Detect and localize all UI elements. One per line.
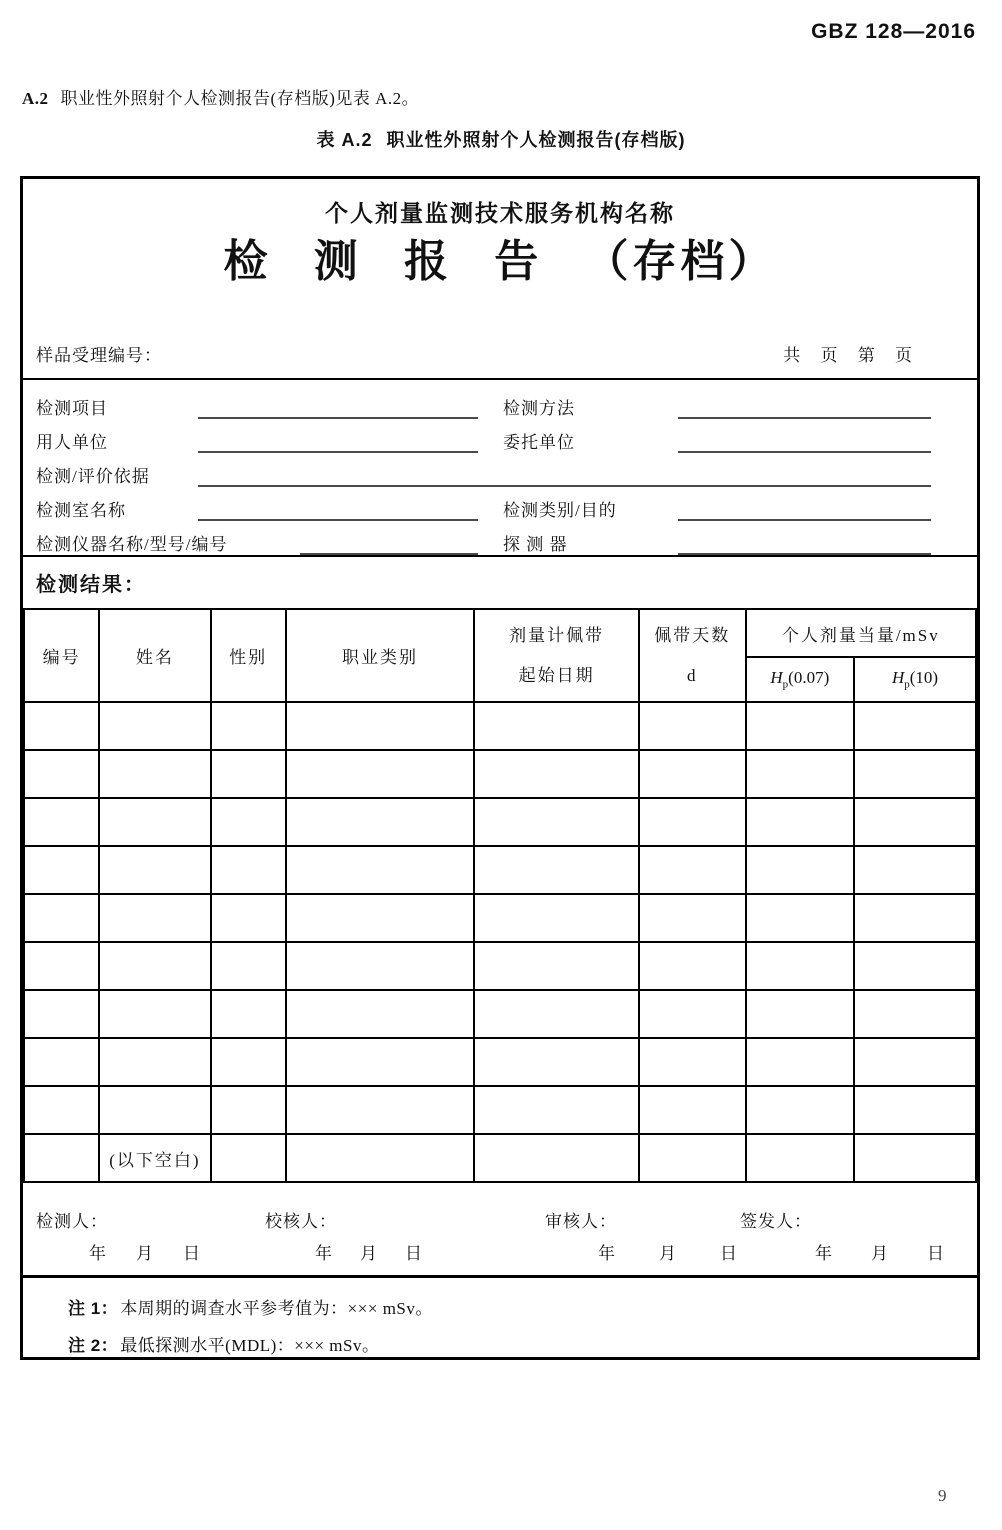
report-box bbox=[20, 176, 980, 1360]
form-label-test-method: 检测方法 bbox=[503, 399, 575, 418]
result-cell bbox=[24, 1134, 99, 1182]
note-text: 本周期的调查水平参考值为：××× mSv。 bbox=[120, 1299, 433, 1318]
col-header-hp10: $H_p(10)$ bbox=[854, 657, 976, 702]
form-fields-block bbox=[23, 380, 977, 557]
col-header-name: 姓名 bbox=[99, 609, 210, 702]
result-cell bbox=[639, 1086, 746, 1134]
day-label: 日 bbox=[720, 1244, 738, 1263]
result-cell bbox=[211, 990, 286, 1038]
result-cell bbox=[24, 1086, 99, 1134]
clause-number: A.2 bbox=[22, 89, 49, 108]
result-cell bbox=[286, 1086, 474, 1134]
result-cell bbox=[286, 1038, 474, 1086]
date-group bbox=[89, 1239, 201, 1264]
form-label-instrument: 检测仪器名称/型号/编号 bbox=[36, 535, 228, 554]
month-label: 月 bbox=[136, 1244, 154, 1263]
date-group bbox=[598, 1239, 738, 1264]
form-row bbox=[23, 521, 977, 555]
result-cell bbox=[854, 894, 976, 942]
col-header-wear-date: 剂量计佩带 起始日期 bbox=[474, 609, 639, 702]
report-title-block bbox=[23, 179, 977, 380]
note-label: 注 1： bbox=[68, 1299, 119, 1318]
result-cell bbox=[639, 702, 746, 750]
form-underline bbox=[198, 499, 478, 521]
result-cell bbox=[746, 702, 855, 750]
result-cell bbox=[639, 894, 746, 942]
result-cell bbox=[99, 894, 210, 942]
form-label-basis: 检测/评价依据 bbox=[36, 467, 150, 486]
result-cell bbox=[474, 1086, 639, 1134]
day-label: 日 bbox=[405, 1244, 423, 1263]
result-cell bbox=[99, 846, 210, 894]
col-header-hp007: $H_p(0.07)$ bbox=[746, 657, 855, 702]
form-row bbox=[23, 487, 977, 521]
result-cell bbox=[99, 702, 210, 750]
col-header-dose-group: 个人剂量当量/mSv bbox=[746, 609, 976, 657]
form-underline bbox=[678, 499, 931, 521]
result-cell bbox=[639, 942, 746, 990]
form-underline bbox=[198, 465, 931, 487]
result-cell bbox=[24, 1038, 99, 1086]
result-row bbox=[24, 990, 976, 1038]
form-underline bbox=[300, 533, 478, 555]
result-row bbox=[24, 894, 976, 942]
result-row bbox=[24, 1086, 976, 1134]
pagination-label: 共 页 第 页 bbox=[783, 346, 913, 365]
note-text: 最低探测水平(MDL)：××× mSv。 bbox=[120, 1336, 380, 1355]
form-label-employer: 用人单位 bbox=[36, 433, 108, 452]
form-label-detector: 探 测 器 bbox=[503, 535, 568, 554]
result-cell bbox=[854, 990, 976, 1038]
result-row bbox=[24, 1134, 976, 1182]
result-cell bbox=[746, 1086, 855, 1134]
result-cell bbox=[286, 750, 474, 798]
result-cell bbox=[474, 1038, 639, 1086]
blank-note-cell: (以下空白) bbox=[99, 1134, 210, 1182]
month-label: 月 bbox=[659, 1244, 677, 1263]
page-number: 9 bbox=[938, 1486, 947, 1505]
col-header-id: 编号 bbox=[24, 609, 99, 702]
result-cell bbox=[746, 942, 855, 990]
result-cell bbox=[99, 1086, 210, 1134]
date-group bbox=[815, 1239, 945, 1264]
signer-label-tester: 检测人： bbox=[36, 1212, 108, 1231]
year-label: 年 bbox=[89, 1244, 107, 1263]
result-cell bbox=[854, 846, 976, 894]
note-label: 注 2： bbox=[68, 1336, 119, 1355]
form-label-lab-name: 检测室名称 bbox=[36, 501, 126, 520]
result-cell bbox=[211, 1038, 286, 1086]
result-cell bbox=[474, 846, 639, 894]
form-row bbox=[23, 419, 977, 453]
result-cell bbox=[746, 846, 855, 894]
result-cell bbox=[854, 1038, 976, 1086]
form-label-test-category: 检测类别/目的 bbox=[503, 501, 617, 520]
year-label: 年 bbox=[598, 1244, 616, 1263]
result-cell bbox=[24, 798, 99, 846]
result-cell bbox=[746, 750, 855, 798]
result-cell bbox=[286, 846, 474, 894]
result-cell bbox=[24, 990, 99, 1038]
result-cell bbox=[639, 990, 746, 1038]
result-cell bbox=[854, 1086, 976, 1134]
result-cell bbox=[24, 702, 99, 750]
result-row bbox=[24, 1038, 976, 1086]
sample-number-label: 样品受理编号： bbox=[36, 346, 162, 365]
result-cell bbox=[24, 942, 99, 990]
note-item bbox=[68, 1290, 977, 1327]
result-row bbox=[24, 702, 976, 750]
col-header-sex: 性别 bbox=[211, 609, 286, 702]
result-cell bbox=[474, 942, 639, 990]
org-title: 个人剂量监测技术服务机构名称 bbox=[325, 200, 675, 226]
result-cell bbox=[854, 942, 976, 990]
result-cell bbox=[211, 846, 286, 894]
result-cell bbox=[286, 702, 474, 750]
result-cell bbox=[211, 1086, 286, 1134]
result-row bbox=[24, 798, 976, 846]
signer-label-reviewer: 审核人： bbox=[545, 1212, 617, 1231]
result-cell bbox=[211, 798, 286, 846]
form-row bbox=[23, 453, 977, 487]
result-cell bbox=[474, 1134, 639, 1182]
result-cell bbox=[211, 894, 286, 942]
year-label: 年 bbox=[815, 1244, 833, 1263]
result-cell bbox=[24, 846, 99, 894]
result-cell bbox=[854, 750, 976, 798]
results-section-label: 检测结果： bbox=[36, 574, 146, 596]
day-label: 日 bbox=[183, 1244, 201, 1263]
clause-text: 职业性外照射个人检测报告(存档版)见表 A.2。 bbox=[60, 89, 420, 108]
clause-line bbox=[22, 84, 419, 109]
notes-block bbox=[23, 1278, 977, 1364]
col-header-occupation: 职业类别 bbox=[286, 609, 474, 702]
table-caption bbox=[0, 126, 1002, 152]
result-cell bbox=[24, 894, 99, 942]
result-cell bbox=[99, 990, 210, 1038]
form-row bbox=[23, 385, 977, 419]
table-caption-text: 职业性外照射个人检测报告(存档版) bbox=[386, 130, 686, 150]
result-cell bbox=[639, 846, 746, 894]
result-cell bbox=[286, 1134, 474, 1182]
result-cell bbox=[286, 894, 474, 942]
form-underline bbox=[198, 431, 478, 453]
result-cell bbox=[474, 894, 639, 942]
form-underline bbox=[678, 397, 931, 419]
result-cell bbox=[286, 990, 474, 1038]
result-cell bbox=[854, 702, 976, 750]
result-cell bbox=[211, 702, 286, 750]
result-cell bbox=[639, 798, 746, 846]
result-cell bbox=[211, 942, 286, 990]
result-cell bbox=[99, 942, 210, 990]
result-cell bbox=[746, 1038, 855, 1086]
month-label: 月 bbox=[871, 1244, 889, 1263]
signer-label-checker: 校核人： bbox=[265, 1212, 337, 1231]
result-row bbox=[24, 750, 976, 798]
results-table bbox=[23, 608, 977, 1183]
result-cell bbox=[746, 894, 855, 942]
sample-number-row bbox=[36, 341, 913, 366]
result-cell bbox=[99, 798, 210, 846]
result-cell bbox=[24, 750, 99, 798]
standard-code: GBZ 128—2016 bbox=[811, 20, 976, 43]
result-cell bbox=[211, 1134, 286, 1182]
result-row bbox=[24, 942, 976, 990]
result-cell bbox=[746, 798, 855, 846]
signature-block bbox=[23, 1183, 977, 1278]
result-cell bbox=[99, 1038, 210, 1086]
table-caption-number: 表 A.2 bbox=[316, 130, 373, 150]
result-cell bbox=[474, 702, 639, 750]
result-cell bbox=[474, 798, 639, 846]
form-underline bbox=[678, 431, 931, 453]
note-item bbox=[68, 1327, 977, 1364]
date-group bbox=[315, 1239, 423, 1264]
result-cell bbox=[854, 1134, 976, 1182]
result-cell bbox=[746, 1134, 855, 1182]
result-cell bbox=[474, 990, 639, 1038]
result-cell bbox=[854, 798, 976, 846]
result-cell bbox=[639, 750, 746, 798]
month-label: 月 bbox=[360, 1244, 378, 1263]
form-underline bbox=[678, 533, 931, 555]
form-label-test-item: 检测项目 bbox=[36, 399, 108, 418]
result-cell bbox=[99, 750, 210, 798]
result-cell bbox=[639, 1038, 746, 1086]
result-cell bbox=[746, 990, 855, 1038]
form-label-client: 委托单位 bbox=[503, 433, 575, 452]
report-title: 检 测 报 告 （存档） bbox=[223, 237, 777, 286]
result-cell bbox=[286, 942, 474, 990]
year-label: 年 bbox=[315, 1244, 333, 1263]
form-underline bbox=[198, 397, 478, 419]
day-label: 日 bbox=[927, 1244, 945, 1263]
result-row bbox=[24, 846, 976, 894]
result-cell bbox=[474, 750, 639, 798]
col-header-wear-days: 佩带天数 d bbox=[639, 609, 746, 702]
result-cell bbox=[639, 1134, 746, 1182]
result-cell bbox=[211, 750, 286, 798]
signer-label-issuer: 签发人： bbox=[740, 1212, 812, 1231]
result-cell bbox=[286, 798, 474, 846]
